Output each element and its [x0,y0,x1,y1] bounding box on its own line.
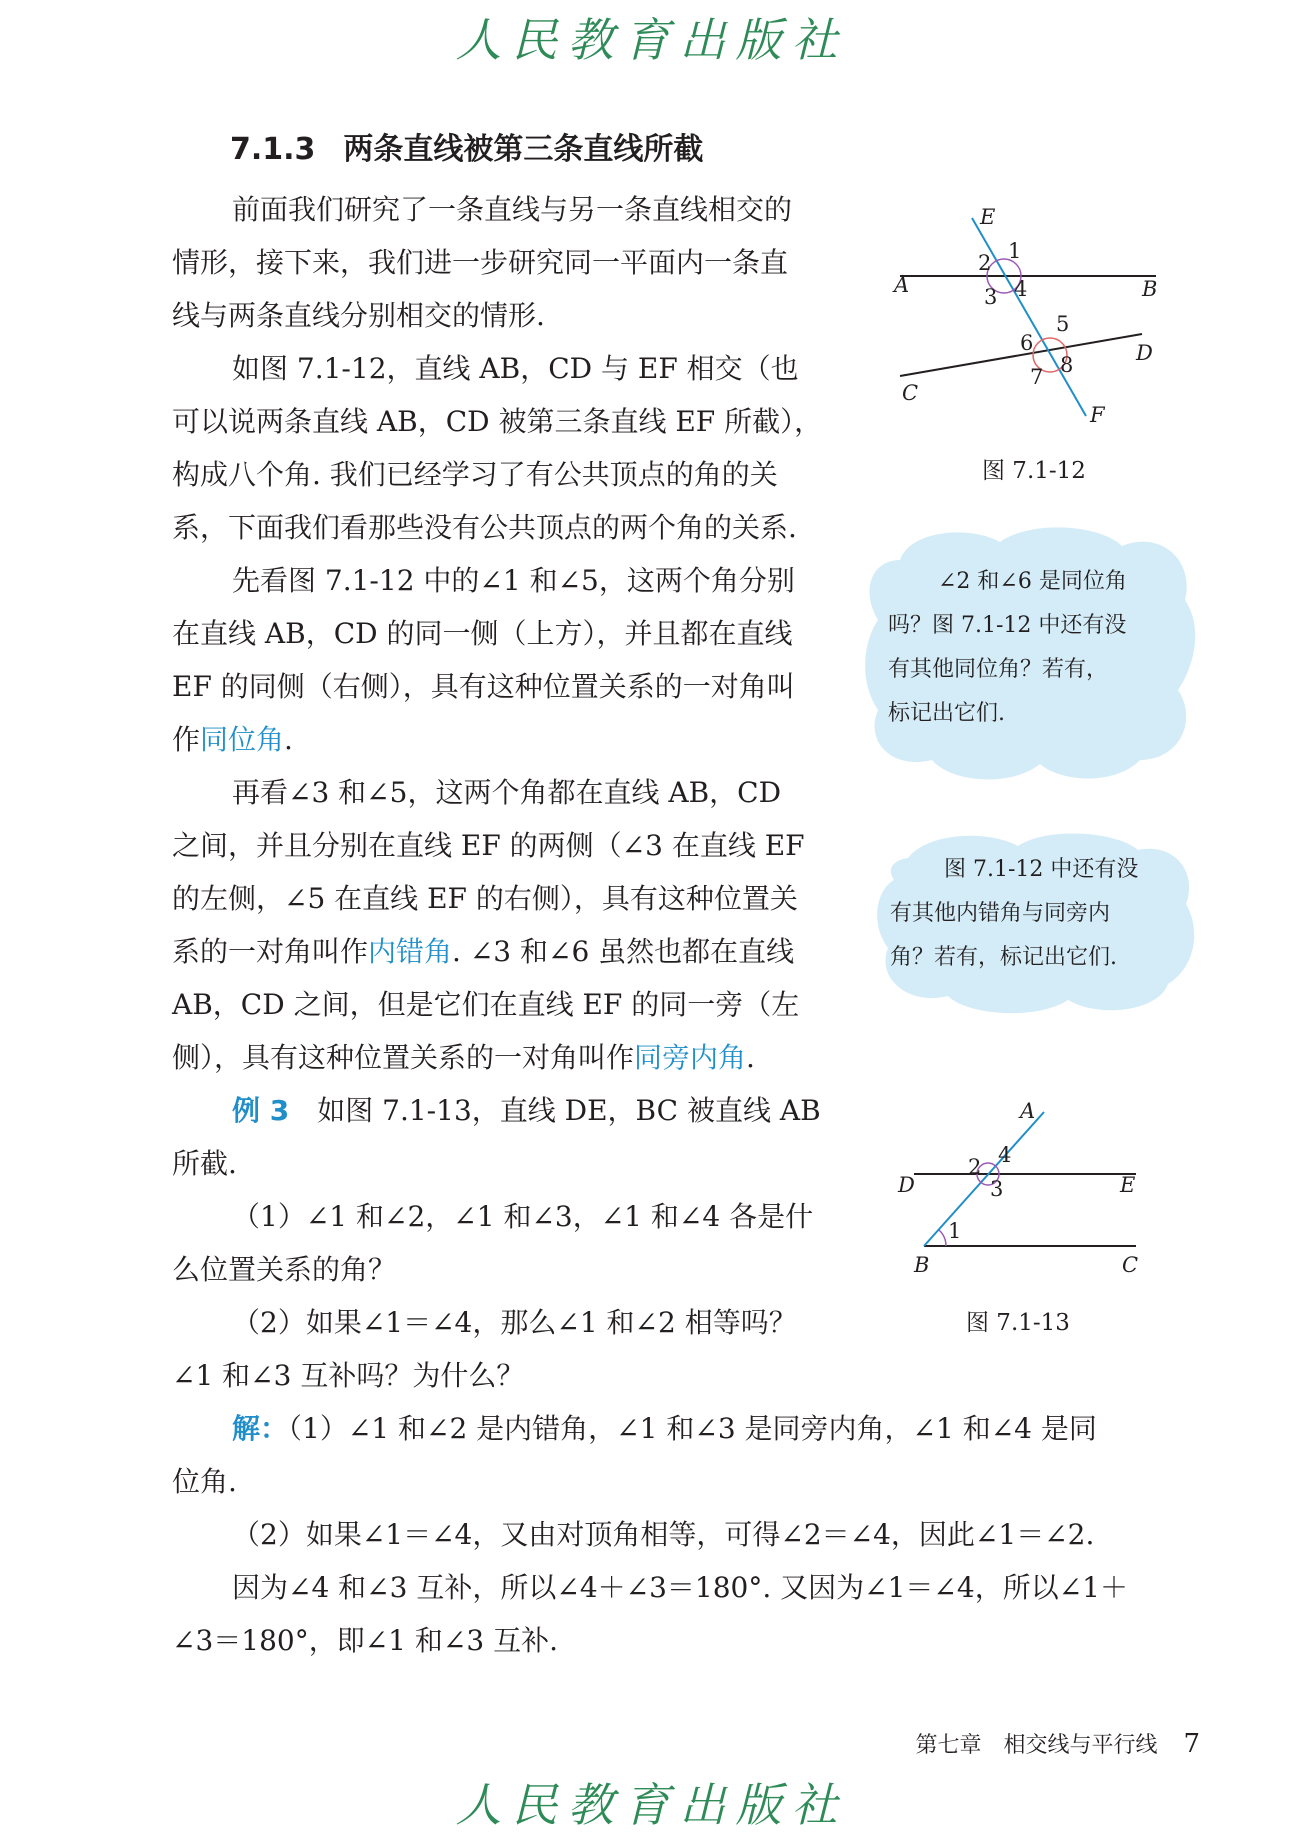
text-line: 的左侧，∠5 在直线 EF 的右侧），具有这种位置关 [172,882,798,915]
label-b: B [1142,277,1158,301]
text-line: 前面我们研究了一条直线与另一条直线相交的 [232,193,793,226]
angle-label-7: 7 [1030,365,1044,389]
term-alternate-interior-angles: 内错角 [368,935,453,968]
text-line: 因为∠4 和∠3 互补，所以∠4＋∠3＝180°. 又因为∠1＝∠4，所以∠1＋ [232,1571,1128,1604]
paragraph-alternate-angles [172,766,805,1084]
label-a: A [894,273,910,297]
text-line: 作 [172,723,201,756]
label-a: A [1020,1099,1036,1123]
angle-label-1: 1 [948,1219,962,1243]
label-f: F [1090,403,1105,427]
term-corresponding-angles: 同位角 [200,723,285,756]
cloud-text-1 [888,560,1188,736]
page-footer [880,1728,1200,1762]
angle-label-2: 2 [968,1155,982,1179]
cloud-line: 角？若有，标记出它们. [890,945,1117,970]
figure-7-1-12 [880,200,1180,430]
angle-arc-1 [939,1230,946,1246]
text-line: 情形，接下来，我们进一步研究同一平面内一条直 [172,246,789,279]
cloud-line: 吗？图 7.1-12 中还有没 [888,613,1127,638]
figure-caption-7-1-12: 图 7.1-12 [982,458,1086,484]
angle-label-4: 4 [1014,277,1028,301]
label-d: D [1136,341,1153,365]
cloud-line: 有其他内错角与同旁内 [890,901,1111,926]
angle-label-3: 3 [990,1177,1004,1201]
text-line: 可以说两条直线 AB，CD 被第三条直线 EF 所截）， [172,405,823,438]
text-line: 线与两条直线分别相交的情形. [172,299,545,332]
paragraph-intro [172,183,792,342]
text-line: AB，CD 之间，但是它们在直线 EF 的同一旁（左 [172,988,800,1021]
text-line: EF 的同侧（右侧），具有这种位置关系的一对角叫 [172,670,795,703]
section-number: 7.1.3 [230,132,316,167]
label-d: D [898,1173,915,1197]
text-line: . ∠3 和∠6 虽然也都在直线 [452,935,795,968]
text-line: 系的一对角叫作 [172,935,369,968]
text-line: 所截. [172,1147,237,1180]
solution [172,1402,1202,1667]
label-c: C [1122,1253,1139,1277]
page-number: 7 [1183,1729,1200,1759]
figure-caption-7-1-13: 图 7.1-13 [966,1310,1070,1336]
angle-label-8: 8 [1060,353,1074,377]
text-line: 如图 7.1-12，直线 AB，CD 与 EF 相交（也 [232,352,799,385]
angle-label-5: 5 [1056,312,1070,336]
text-line: ∠3＝180°，即∠1 和∠3 互补. [172,1624,558,1657]
solution-label: 解： [232,1412,289,1445]
cloud-line: 标记出它们. [888,701,1005,726]
label-c: C [902,381,919,405]
text-line: 么位置关系的角？ [172,1253,397,1286]
question-1: （1）∠1 和∠2，∠1 和∠3，∠1 和∠4 各是什 [232,1200,814,1233]
text-line: ∠1 和∠3 互补吗？为什么？ [172,1359,525,1392]
text-line: 在直线 AB，CD 的同一侧（上方），并且都在直线 [172,617,793,650]
text-line: 再看∠3 和∠5，这两个角都在直线 AB，CD [232,776,782,809]
text-line: 系，下面我们看那些没有公共顶点的两个角的关系. [172,511,797,544]
label-b: B [914,1253,930,1277]
punctuation: . [746,1041,755,1074]
line-ab [924,1112,1044,1246]
angle-label-2: 2 [978,251,992,275]
example-label: 例 3 [232,1094,290,1127]
angle-label-4: 4 [998,1143,1012,1167]
text-line: 之间，并且分别在直线 EF 的两侧（∠3 在直线 EF [172,829,805,862]
text-line: （1）∠1 和∠2 是内错角，∠1 和∠3 是同旁内角，∠1 和∠4 是同 [288,1412,1097,1445]
text-line: 位角. [172,1465,237,1498]
text-line: 构成八个角. 我们已经学习了有公共顶点的角的关 [172,458,778,491]
section-title: 两条直线被第三条直线所截 [343,132,704,167]
cloud-line: 图 7.1-12 中还有没 [944,857,1139,882]
cloud-line: ∠2 和∠6 是同位角 [938,569,1127,594]
text-line: 先看图 7.1-12 中的∠1 和∠5，这两个角分别 [232,564,795,597]
paragraph-figure-ref [172,342,822,554]
example-3 [172,1084,821,1402]
publisher-logo-top: 人民教育出版社 [455,13,848,67]
text-line: 如图 7.1-13，直线 DE，BC 被直线 AB [317,1094,821,1127]
text-line: 侧），具有这种位置关系的一对角叫作 [172,1041,635,1074]
cloud-text-2 [890,848,1190,980]
question-2: （2）如果∠1＝∠4，那么∠1 和∠2 相等吗？ [232,1306,797,1339]
label-e: E [980,205,996,229]
publisher-logo-bottom: 人民教育出版社 [455,1778,848,1832]
text-line: （2）如果∠1＝∠4，又由对顶角相等，可得∠2＝∠4，因此∠1＝∠2. [232,1518,1095,1551]
paragraph-corresponding-angles [172,554,795,766]
figure-7-1-13 [890,1100,1150,1280]
chapter-title: 第七章 相交线与平行线 [915,1733,1158,1758]
angle-label-6: 6 [1020,331,1034,355]
term-same-side-interior-angles: 同旁内角 [634,1041,747,1074]
cloud-line: 有其他同位角？若有， [888,657,1109,682]
section-heading [230,130,703,170]
label-e: E [1120,1173,1136,1197]
angle-label-3: 3 [984,285,998,309]
punctuation: . [284,723,293,756]
angle-label-1: 1 [1008,239,1022,263]
